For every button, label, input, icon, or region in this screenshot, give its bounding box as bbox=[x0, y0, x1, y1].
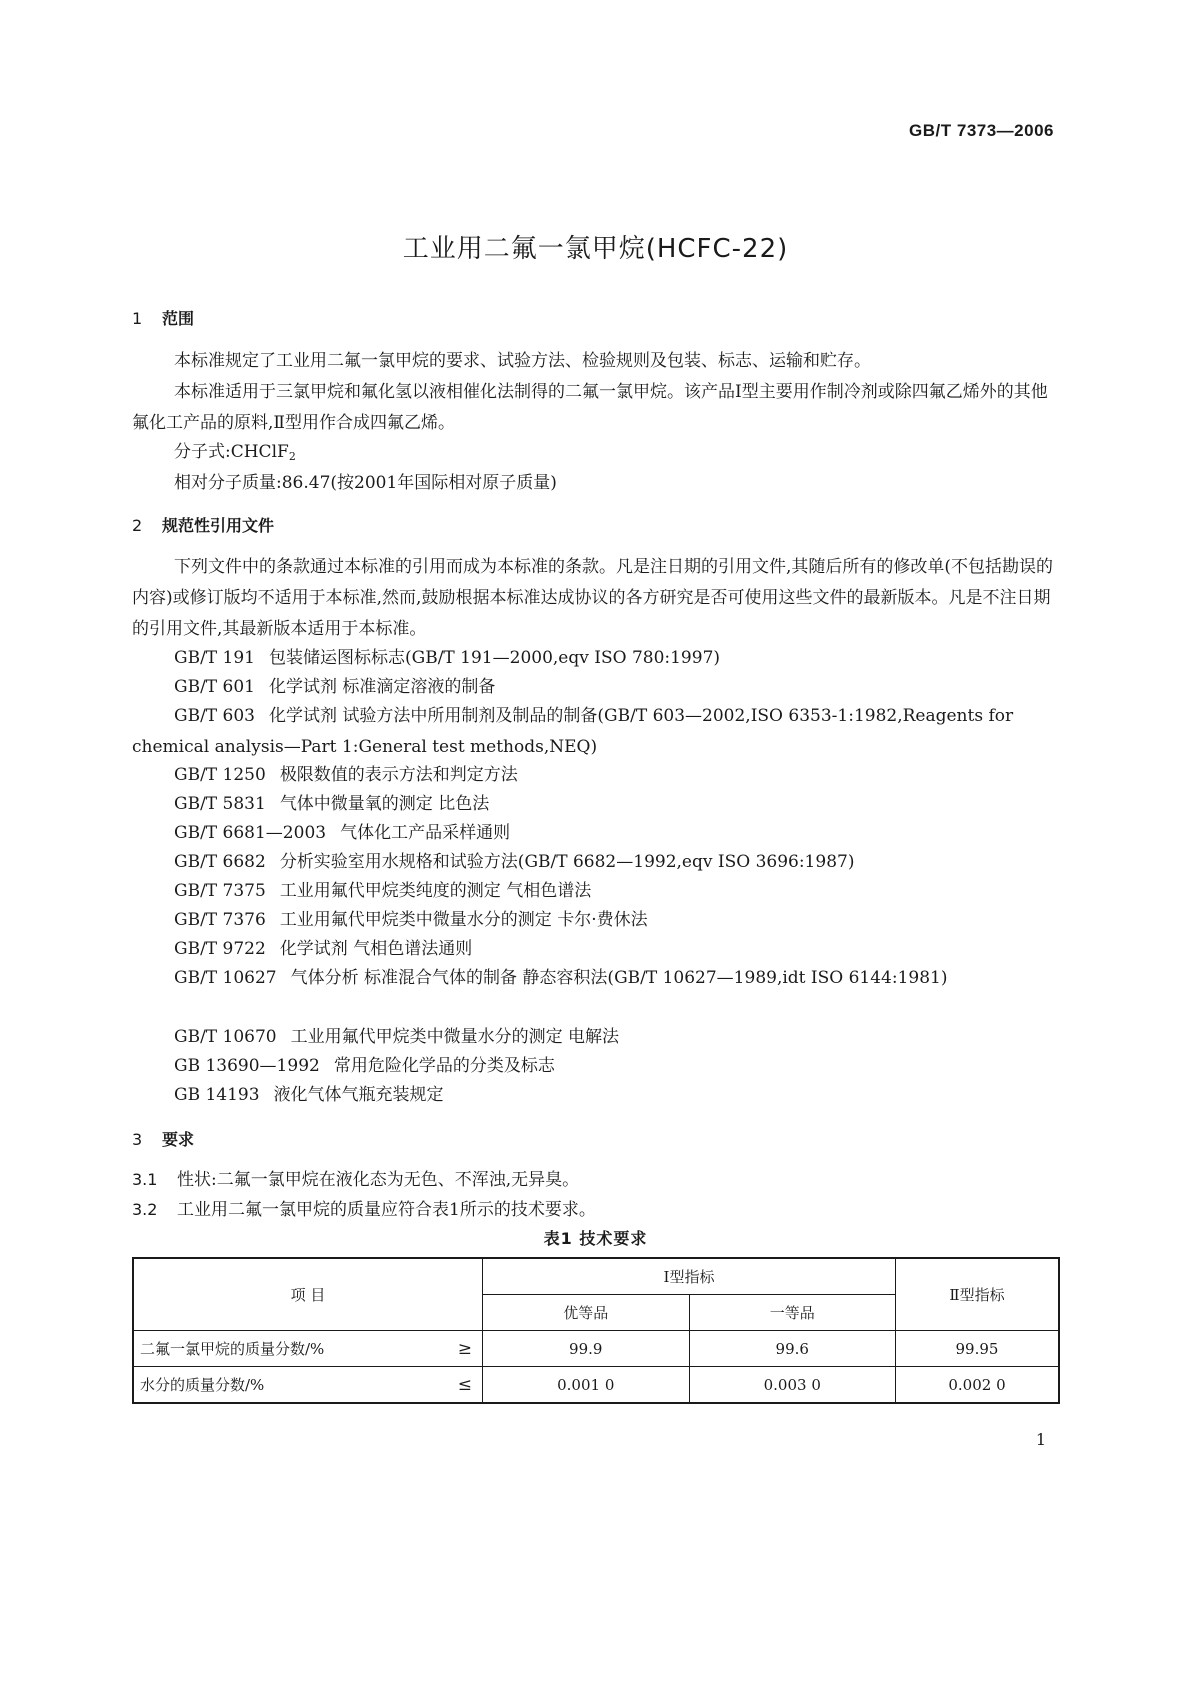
table-row bbox=[133, 1367, 1059, 1404]
section-title: 范围 bbox=[162, 309, 195, 328]
reference-text: 包装储运图标标志(GB/T 191—2000,eqv ISO 780:1997) bbox=[269, 648, 721, 668]
scope-paragraph-2: 本标准适用于三氯甲烷和氟化氢以液相催化法制得的二氟一氯甲烷。该产品Ⅰ型主要用作制冷剂或除四氟乙烯外的其他氟化工产品的原料,Ⅱ型用作合成四氟乙烯。 bbox=[132, 382, 1048, 433]
section-2-heading bbox=[132, 513, 274, 536]
clause-text: 工业用二氟一氯甲烷的质量应符合表1所示的技术要求。 bbox=[177, 1200, 596, 1220]
section-title: 要求 bbox=[162, 1130, 195, 1149]
reference-item bbox=[174, 1080, 444, 1111]
reference-text: 工业用氟代甲烷类中微量水分的测定 卡尔·费休法 bbox=[279, 910, 648, 930]
reference-code: GB/T 7375 bbox=[174, 881, 266, 901]
reference-text: 极限数值的表示方法和判定方法 bbox=[279, 765, 518, 785]
reference-code: GB/T 5831 bbox=[174, 794, 266, 814]
header-superior: 优等品 bbox=[483, 1295, 690, 1331]
reference-code: GB/T 191 bbox=[174, 648, 255, 668]
reference-text: 工业用氟代甲烷类中微量水分的测定 电解法 bbox=[290, 1027, 620, 1047]
clause-number: 3.1 bbox=[132, 1170, 158, 1189]
row-item-label: 水分的质量分数/% bbox=[140, 1376, 265, 1394]
reference-code: GB 14193 bbox=[174, 1085, 260, 1105]
section-3-heading bbox=[132, 1127, 194, 1150]
row-type2-value: 0.002 0 bbox=[896, 1367, 1060, 1404]
reference-item bbox=[174, 905, 648, 936]
reference-text: 工业用氟代甲烷类纯度的测定 气相色谱法 bbox=[279, 881, 592, 901]
reference-item bbox=[174, 847, 854, 878]
reference-item bbox=[132, 963, 1060, 994]
header-first-grade: 一等品 bbox=[689, 1295, 896, 1331]
reference-item bbox=[174, 934, 472, 965]
spec-table bbox=[132, 1257, 1060, 1404]
reference-text: 分析实验室用水规格和试验方法(GB/T 6682—1992,eqv ISO 3696:1987) bbox=[279, 852, 855, 872]
section-number: 2 bbox=[132, 516, 143, 535]
clause-number: 3.2 bbox=[132, 1200, 158, 1219]
reference-code: GB/T 9722 bbox=[174, 939, 266, 959]
reference-code: GB 13690—1992 bbox=[174, 1056, 320, 1076]
reference-item bbox=[174, 672, 495, 703]
formula-text: 分子式:CHClF bbox=[174, 442, 289, 462]
reference-text: 化学试剂 标准滴定溶液的制备 bbox=[269, 677, 496, 697]
reference-text: 气体中微量氧的测定 比色法 bbox=[279, 794, 490, 814]
reference-code: GB/T 7376 bbox=[174, 910, 266, 930]
references-intro: 下列文件中的条款通过本标准的引用而成为本标准的条款。凡是注日期的引用文件,其随后所有的修改单(不包括勘误的内容)或修订版均不适用于本标准,然而,鼓励根据本标准达成协议的各方研究是否可使用这些文件的最新版本。凡是不注日期的引用文件,其最新版本适用于本标准。 bbox=[132, 557, 1054, 639]
reference-item bbox=[174, 760, 518, 791]
reference-item bbox=[174, 1022, 619, 1053]
clause-text: 性状:二氟一氯甲烷在液化态为无色、不浑浊,无异臭。 bbox=[177, 1170, 580, 1190]
row-first-value: 99.6 bbox=[689, 1331, 896, 1367]
section-title: 规范性引用文件 bbox=[162, 516, 275, 535]
reference-text: 气体化工产品采样通则 bbox=[340, 823, 511, 843]
reference-code: GB/T 601 bbox=[174, 677, 255, 697]
reference-item bbox=[174, 789, 489, 820]
reference-text: 常用危险化学品的分类及标志 bbox=[333, 1056, 555, 1076]
reference-item bbox=[174, 643, 720, 674]
reference-code: GB/T 10627 bbox=[174, 968, 277, 988]
clause-3-1 bbox=[132, 1164, 579, 1196]
reference-text: 气体分析 标准混合气体的制备 静态容积法(GB/T 10627—1989,idt ISO 6144:1981) bbox=[290, 968, 948, 988]
row-item bbox=[133, 1331, 483, 1367]
reference-code: GB/T 603 bbox=[174, 706, 255, 726]
comparison-symbol: ≥ bbox=[457, 1339, 472, 1359]
reference-text: 化学试剂 试验方法中所用制剂及制品的制备(GB/T 603—2002,ISO 6353-1:1982,Reagents for chemical analysis—Part 1:General test methods,NEQ) bbox=[132, 706, 1014, 757]
reference-code: GB/T 6681—2003 bbox=[174, 823, 327, 843]
reference-item bbox=[174, 818, 510, 849]
formula-subscript: 2 bbox=[288, 450, 296, 463]
row-item bbox=[133, 1367, 483, 1404]
reference-code: GB/T 1250 bbox=[174, 765, 266, 785]
reference-item bbox=[174, 876, 591, 907]
reference-code: GB/T 6682 bbox=[174, 852, 266, 872]
reference-text: 液化气体气瓶充装规定 bbox=[273, 1085, 444, 1105]
reference-code: GB/T 10670 bbox=[174, 1027, 277, 1047]
table-row bbox=[133, 1331, 1059, 1367]
row-first-value: 0.003 0 bbox=[689, 1367, 896, 1404]
row-superior-value: 99.9 bbox=[483, 1331, 690, 1367]
standard-code: GB/T 7373—2006 bbox=[909, 121, 1054, 140]
row-item-label: 二氟一氯甲烷的质量分数/% bbox=[140, 1340, 325, 1358]
header-type1: Ⅰ型指标 bbox=[483, 1258, 896, 1295]
document-title: 工业用二氟一氯甲烷(HCFC-22) bbox=[402, 234, 789, 264]
header-type2: Ⅱ型指标 bbox=[896, 1258, 1060, 1331]
section-number: 1 bbox=[132, 309, 143, 328]
molecular-mass: 相对分子质量:86.47(按2001年国际相对原子质量) bbox=[174, 473, 557, 493]
reference-text: 化学试剂 气相色谱法通则 bbox=[279, 939, 473, 959]
comparison-symbol: ≤ bbox=[457, 1375, 472, 1395]
section-number: 3 bbox=[132, 1130, 143, 1149]
row-type2-value: 99.95 bbox=[896, 1331, 1060, 1367]
reference-item bbox=[174, 1051, 555, 1082]
molecular-formula bbox=[132, 437, 1060, 472]
reference-item bbox=[132, 701, 1060, 763]
header-item: 项 目 bbox=[133, 1258, 483, 1331]
section-1-heading bbox=[132, 306, 194, 329]
row-superior-value: 0.001 0 bbox=[483, 1367, 690, 1404]
scope-paragraph-1: 本标准规定了工业用二氟一氯甲烷的要求、试验方法、检验规则及包装、标志、运输和贮存。 bbox=[174, 351, 871, 371]
table-caption: 表1 技术要求 bbox=[543, 1229, 648, 1248]
clause-3-2 bbox=[132, 1194, 596, 1226]
page-number: 1 bbox=[1035, 1430, 1046, 1449]
